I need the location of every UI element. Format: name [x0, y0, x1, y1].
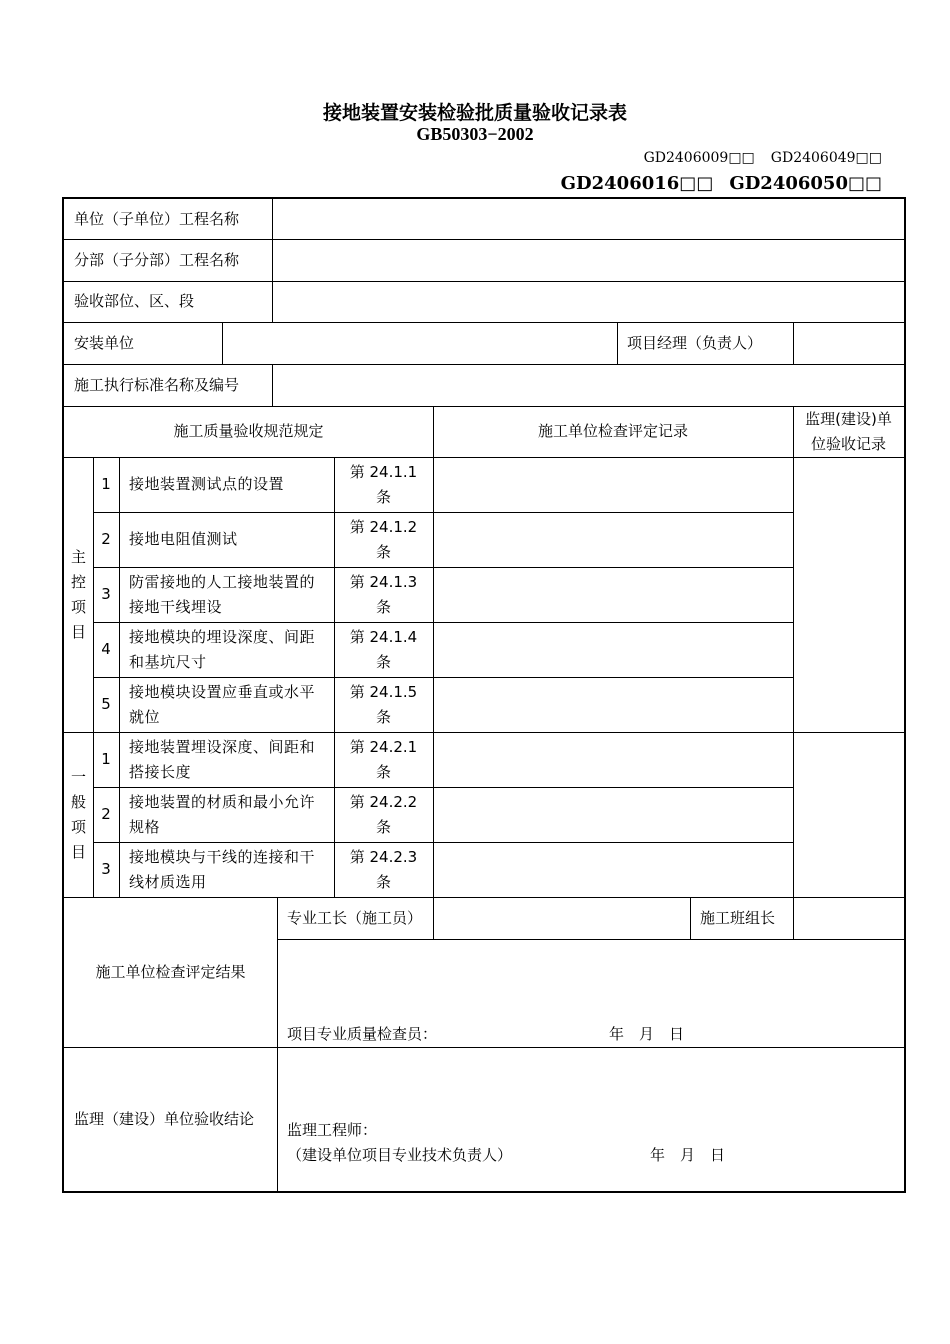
item-number: 1: [101, 475, 111, 493]
installer-field[interactable]: [222, 322, 617, 364]
manager-label: 项目经理（负责人）: [627, 333, 763, 352]
supervisor-header-line: 位验收记录: [810, 434, 886, 453]
item-number: 2: [101, 530, 111, 548]
clause-line: 条: [375, 762, 391, 781]
item-clause: [334, 842, 433, 897]
item-number: 2: [101, 805, 111, 823]
group-label-char: 项: [70, 817, 86, 836]
item-clause: [334, 567, 433, 622]
spec-column-header: 施工质量验收规范规定: [173, 422, 324, 440]
main-control-group-label: [64, 457, 93, 732]
general-group-label: [64, 732, 93, 897]
sub-project-label: 分部（子分部）工程名称: [74, 250, 240, 269]
location-field[interactable]: [272, 281, 904, 322]
item-description: 接地装置测试点的设置: [129, 475, 285, 493]
engineer-label: 监理工程师：: [287, 1120, 378, 1139]
standard-field[interactable]: [272, 364, 904, 406]
conclusion-label: 监理（建设）单位验收结论: [74, 1109, 255, 1128]
code-small: GD2406049□□: [770, 150, 882, 166]
item-number: 1: [101, 750, 111, 768]
item-description: 接地模块与干线的连接和干线材质选用: [129, 847, 316, 891]
item-description: 防雷接地的人工接地装置的接地干线埋设: [129, 572, 316, 616]
group-label-char: 般: [70, 792, 86, 811]
team-leader-field[interactable]: [793, 897, 904, 939]
item-record-cell[interactable]: [433, 457, 793, 512]
clause-line: 条: [375, 542, 391, 561]
standard-label: 施工执行标准名称及编号: [74, 375, 240, 394]
record-column-header: 施工单位检查评定记录: [537, 422, 688, 440]
form-title: 接地装置安装检验批质量验收记录表: [322, 102, 627, 124]
item-number: 3: [101, 585, 111, 603]
form-codes-big: [545, 173, 882, 194]
inspector-label: 项目专业质量检查员：: [287, 1024, 438, 1043]
clause-line: 条: [375, 487, 391, 506]
item-number: 5: [101, 695, 111, 713]
group-label-char: 目: [70, 622, 86, 641]
clause-line: 条: [375, 872, 391, 891]
sub-project-field[interactable]: [272, 239, 904, 281]
result-date[interactable]: 年 月 日: [609, 1024, 685, 1043]
group-label-char: 项: [70, 597, 86, 616]
clause-line: 第 24.2.3: [349, 847, 418, 866]
manager-field[interactable]: [793, 322, 904, 364]
unit-project-field[interactable]: [272, 199, 904, 239]
code-big: GD2406050□□: [729, 173, 882, 194]
item-record-cell[interactable]: [433, 732, 793, 787]
clause-line: 第 24.1.2: [349, 517, 418, 536]
group-label-char: 一: [70, 767, 86, 786]
group-label-char: 主: [70, 547, 86, 566]
owner-label: （建设单位项目专业技术负责人）: [287, 1145, 513, 1164]
item-description: 接地电阻值测试: [129, 530, 238, 548]
conclusion-date[interactable]: 年 月 日: [650, 1145, 726, 1164]
item-record-cell[interactable]: [433, 842, 793, 897]
clause-line: 第 24.2.2: [349, 792, 418, 811]
item-clause: [334, 677, 433, 732]
item-description: 接地装置的材质和最小允许规格: [129, 792, 316, 836]
item-description: 接地装置埋设深度、间距和搭接长度: [129, 737, 316, 781]
unit-project-label: 单位（子单位）工程名称: [74, 209, 240, 228]
form-codes-small: [628, 150, 882, 166]
item-record-cell[interactable]: [433, 622, 793, 677]
item-description: 接地模块的埋设深度、间距和基坑尺寸: [129, 627, 316, 671]
foreman-field[interactable]: [433, 897, 690, 939]
supervisor-header-line: 监理(建设)单: [805, 409, 892, 428]
item-number: 3: [101, 860, 111, 878]
code-small: GD2406009□□: [643, 150, 755, 166]
result-label: 施工单位检查评定结果: [95, 962, 246, 981]
team-leader-label: 施工班组长: [700, 908, 776, 927]
standard-code: GB50303−2002: [416, 124, 534, 144]
item-record-cell[interactable]: [433, 787, 793, 842]
group-label-char: 控: [70, 572, 86, 591]
clause-line: 条: [375, 707, 391, 726]
item-clause: [334, 622, 433, 677]
general-group-supervisor-cell[interactable]: [793, 732, 904, 897]
group-label-char: 目: [70, 842, 86, 861]
foreman-label: 专业工长（施工员）: [287, 908, 423, 927]
item-clause: [334, 787, 433, 842]
item-number: 4: [101, 640, 111, 658]
clause-line: 条: [375, 597, 391, 616]
item-clause: [334, 457, 433, 512]
installer-label: 安装单位: [74, 333, 135, 352]
clause-line: 第 24.1.4: [349, 627, 418, 646]
clause-line: 第 24.1.1: [349, 462, 418, 481]
clause-line: 第 24.2.1: [349, 737, 418, 756]
clause-line: 条: [375, 652, 391, 671]
item-clause: [334, 732, 433, 787]
clause-line: 条: [375, 817, 391, 836]
supervisor-column-header: [793, 406, 904, 457]
main-group-supervisor-cell[interactable]: [793, 457, 904, 732]
item-description: 接地模块设置应垂直或水平就位: [129, 682, 316, 726]
item-clause: [334, 512, 433, 567]
location-label: 验收部位、区、段: [74, 292, 195, 310]
item-record-cell[interactable]: [433, 677, 793, 732]
item-record-cell[interactable]: [433, 567, 793, 622]
item-record-cell[interactable]: [433, 512, 793, 567]
inspection-table: [62, 197, 906, 1193]
code-big: GD2406016□□: [560, 173, 714, 194]
clause-line: 第 24.1.3: [349, 572, 418, 591]
clause-line: 第 24.1.5: [349, 682, 418, 701]
